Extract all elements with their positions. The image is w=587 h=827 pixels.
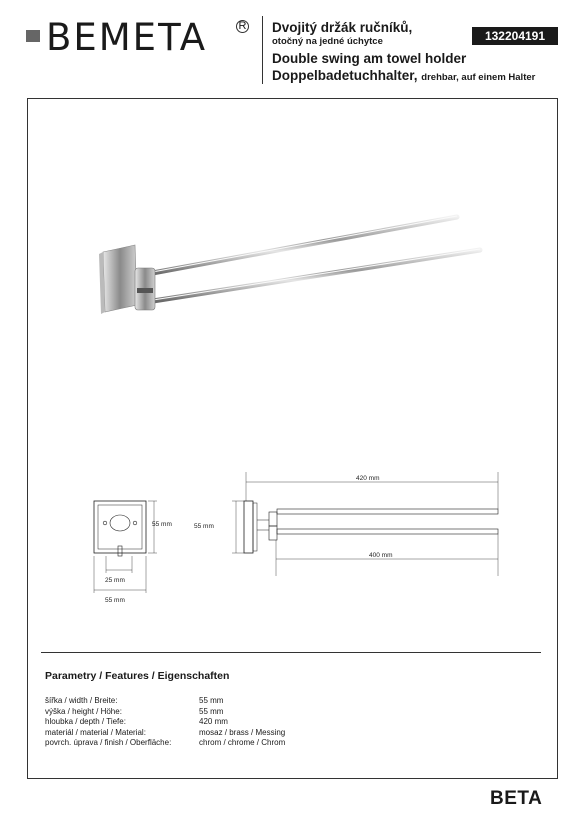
registered-mark: R [236,20,249,33]
spec-key: výška / height / Höhe: [45,706,122,716]
total-length-label: 420 mm [356,475,380,482]
section-divider [41,652,541,653]
brand-name: BEMETA [46,16,208,59]
side-view-drawing [232,472,498,576]
model-name: BETA [490,788,543,809]
spec-value: mosaz / brass / Messing [199,727,286,737]
table-row [45,738,399,749]
table-row [45,717,399,728]
subtitle-cz: otočný na jedné úchytce [272,36,383,47]
front-inner-width-label: 25 mm [105,577,125,584]
product-code: 132204191 [472,27,558,45]
features-table [45,696,399,749]
spec-value: chrom / chrome / Chrom [199,738,286,748]
front-view-drawing [94,501,157,593]
title-cz: Dvojitý držák ručníků, [272,20,413,35]
features-title: Parametry / Features / Eigenschaften [45,670,230,682]
arm-length-label: 400 mm [369,552,393,559]
table-row [45,728,399,739]
spec-key: materiál / material / Material: [45,727,146,737]
table-row [45,707,399,718]
brand-logo [26,18,246,58]
logo-mark [26,30,40,42]
product-image [95,200,495,330]
title-de-line [272,67,572,86]
front-width-label: 55 mm [105,597,125,604]
header-divider [262,16,263,84]
side-height-label: 55 mm [194,523,214,530]
spec-value: 55 mm [199,696,224,705]
table-row [45,696,399,707]
spec-key: povrch. úprava / finish / Oberfläche: [45,738,172,748]
title-de: Doppelbadetuchhalter, [272,68,418,83]
subtitle-de: drehbar, auf einem Halter [421,72,536,83]
spec-value: 55 mm [199,706,224,716]
spec-key: šířka / width / Breite: [45,696,118,705]
spec-key: hloubka / depth / Tiefe: [45,717,126,727]
title-en: Double swing am towel holder [272,51,467,66]
spec-value: 420 mm [199,717,228,727]
front-height-label: 55 mm [152,521,172,528]
technical-drawings [60,468,520,618]
